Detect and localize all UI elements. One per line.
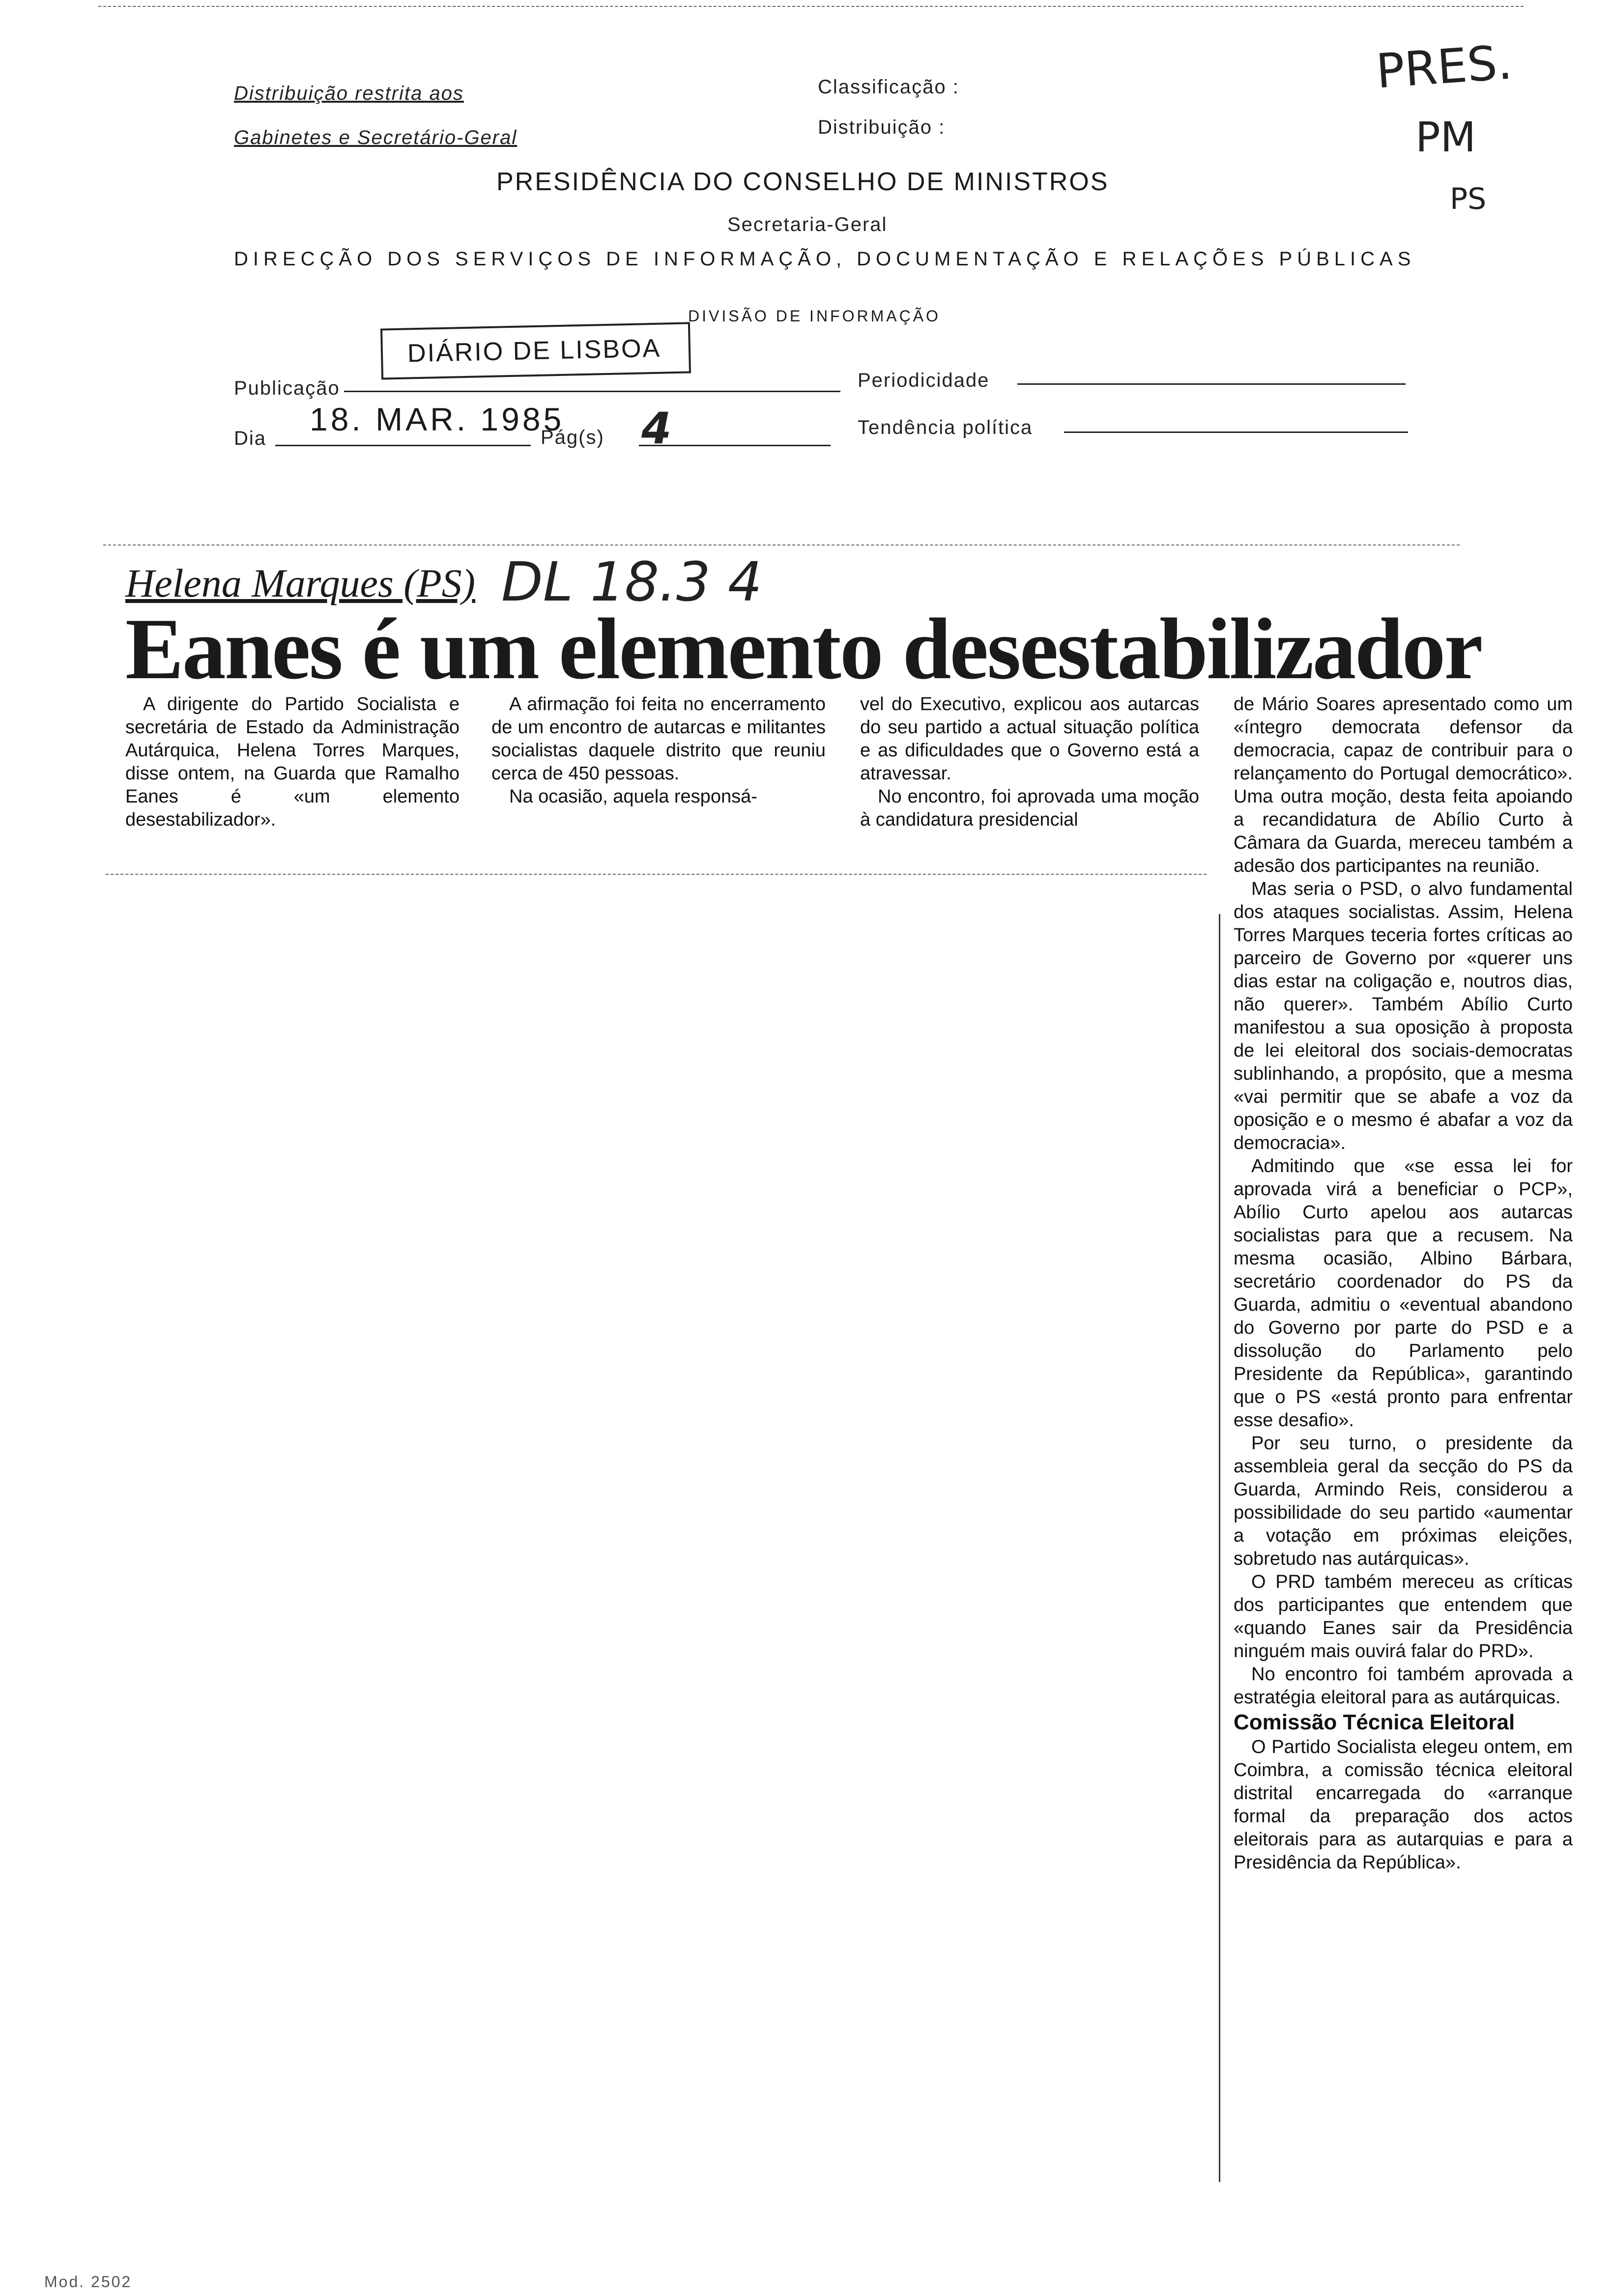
paragraph: O PRD também mereceu as críticas dos participantes que entendem que «quando Eanes sair da Presidência ninguém mais ouvirá falar do PRD».: [1234, 1572, 1573, 1662]
paragraph: A dirigente do Partido Socialista e secretária de Estado da Administração Autárquica, Helena Torres Marques, disse ontem, na Guarda que Ramalho Eanes é «um elemento desestabilizador».: [125, 694, 460, 830]
handwritten-pm: PM: [1415, 113, 1476, 161]
direction-line: DIRECÇÃO DOS SERVIÇOS DE INFORMAÇÃO, DOCUMENTAÇÃO E RELAÇÕES PÚBLICAS: [234, 248, 1416, 270]
pages-label: Pág(s): [541, 427, 604, 448]
paragraph: Mas seria o PSD, o alvo fundamental dos ataques socialistas. Assim, Helena Torres Marques teceria fortes críticas ao parceiro de Governo por «querer uns dias estar na coligação e, noutros dias, não querer». Também Abílio Curto manifestou a sua oposição à proposta de lei eleitoral dos sociais-democratas sublinhando, a propósito, que a mesma «vai permitir que se abafe a voz da oposição e o mesmo é abafar a voz da democracia».: [1234, 879, 1573, 1153]
paragraph: O Partido Socialista elegeu ontem, em Coimbra, a comissão técnica eleitoral distrital encarregada do «arranque formal da preparação dos actos eleitorais para as autarquias e para a Presidência da República».: [1234, 1737, 1573, 1873]
clip-edge-bottom: [106, 874, 1207, 875]
article-column-2: [491, 693, 826, 808]
pages-value: 4: [641, 403, 672, 454]
paragraph: Por seu turno, o presidente da assembleia geral da secção do PS da Guarda, Armindo Reis, considerou a possibilidade do seu partido «aumentar a votação em próximas eleições, sobretudo nas autárquicas».: [1234, 1433, 1573, 1569]
paragraph: vel do Executivo, explicou aos autarcas do seu partido a actual situação política e as dificuldades que o Governo está a atravessar.: [860, 694, 1199, 784]
tendency-label: Tendência política: [858, 417, 1033, 438]
restricted-line-2: Gabinetes e Secretário-Geral: [234, 127, 518, 148]
article-kicker: Helena Marques (PS): [125, 561, 475, 605]
division-label: DIVISÃO DE INFORMAÇÃO: [688, 307, 941, 325]
org-title: PRESIDÊNCIA DO CONSELHO DE MINISTROS: [496, 168, 1109, 196]
periodicity-label: Periodicidade: [858, 370, 990, 391]
org-subtitle: Secretaria-Geral: [727, 214, 888, 235]
form-code: Mod. 2502: [44, 2273, 132, 2291]
handwritten-reference: DL 18.3 4: [501, 550, 762, 613]
scan-edge-line: [98, 6, 1524, 7]
article-subhead: Comissão Técnica Eleitoral: [1234, 1710, 1515, 1734]
paragraph: No encontro, foi aprovada uma moção à candidatura presidencial: [860, 786, 1199, 830]
handwritten-ps: PS: [1450, 182, 1487, 216]
paragraph: de Mário Soares apresentado como um «íntegro democrata defensor da democracia, capaz de contribuir para o relançamento do Portugal democrático». Uma outra moção, desta feita apoiando a recandidatura de Abílio Curto à Câmara da Guarda, mereceu também a adesão dos participantes na reunião.: [1234, 694, 1573, 876]
article-column-4: [1234, 693, 1573, 1874]
classification-label: Classificação :: [818, 76, 959, 98]
publication-line: [344, 391, 840, 392]
restricted-line-1: Distribuição restrita aos: [234, 83, 464, 104]
publication-label: Publicação: [234, 377, 340, 399]
article-headline: Eanes é um elemento desestabilizador: [125, 600, 1482, 697]
newspaper-stamp: [380, 322, 691, 379]
handwritten-pres: PRES.: [1374, 34, 1514, 99]
article-column-1: [125, 693, 460, 832]
distribution-label: Distribuição :: [818, 116, 946, 138]
clip-edge-left: [1219, 914, 1220, 2182]
paragraph: Admitindo que «se essa lei for aprovada virá a beneficiar o PCP», Abílio Curto apelou aos autarcas socialistas para que a recusem. Na mesma ocasião, Albino Bárbara, secretário coordenador do PS da Guarda, admitiu o «eventual abandono do Governo por parte do PSD e a dissolução do Parlamento pelo Presidente da República», garantindo que o PS «está pronto para enfrentar esse desafio».: [1234, 1156, 1573, 1431]
day-label: Dia: [234, 428, 267, 449]
paragraph: Na ocasião, aquela responsá-: [509, 786, 757, 807]
stamp-text: DIÁRIO DE LISBOA: [407, 334, 662, 368]
day-value: 18. MAR. 1985: [310, 401, 565, 437]
periodicity-line: [1017, 383, 1406, 385]
tendency-line: [1064, 431, 1408, 433]
article-column-3: [860, 693, 1199, 832]
paragraph: No encontro foi também aprovada a estratégia eleitoral para as autárquicas.: [1234, 1664, 1573, 1708]
day-line: [275, 445, 531, 446]
paragraph: A afirmação foi feita no encerramento de um encontro de autarcas e militantes socialistas daquele distrito que reuniu cerca de 450 pessoas.: [491, 694, 826, 784]
